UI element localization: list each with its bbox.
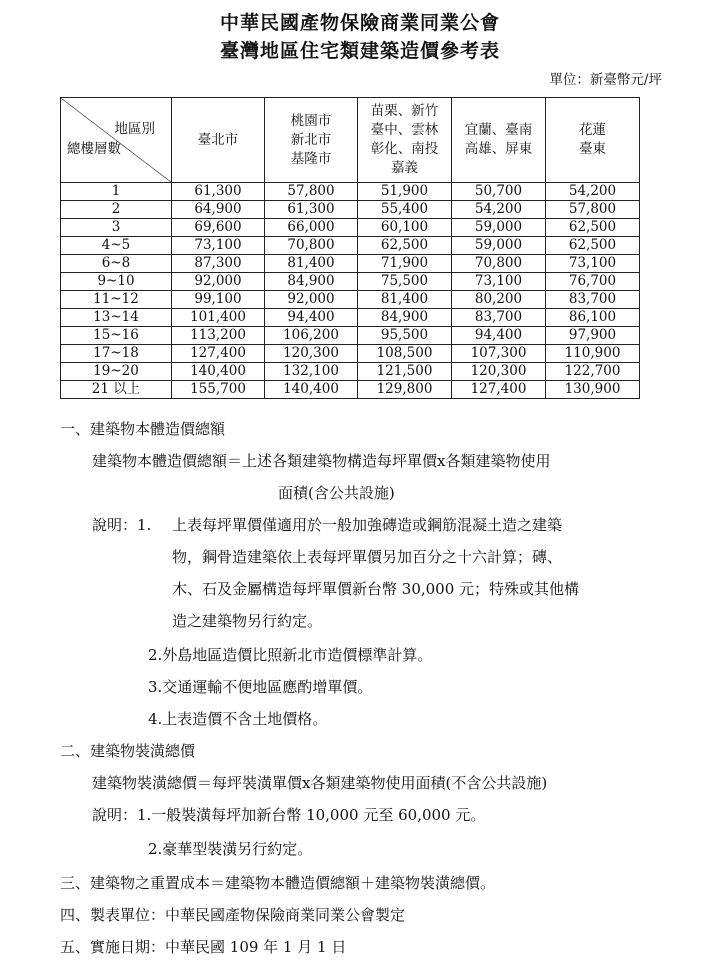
price-cell: 57,800 bbox=[265, 183, 358, 201]
price-cell: 51,900 bbox=[358, 183, 452, 201]
region-name: 彰化、南投 bbox=[370, 141, 439, 157]
table-row bbox=[61, 219, 640, 237]
price-cell: 99,100 bbox=[172, 291, 265, 309]
section-1-note1-line2: 物，鋼骨造建築依上表每坪單價另加百分之十六計算；磚、 bbox=[172, 548, 563, 566]
section-2-formula: 建築物裝潢總價＝每坪裝潢單價x各類建築物使用面積(不含公共設施) bbox=[92, 774, 548, 792]
price-cell: 55,400 bbox=[358, 201, 452, 219]
region-name: 桃園市 bbox=[290, 112, 332, 129]
price-cell: 140,400 bbox=[265, 381, 358, 399]
price-cell: 86,100 bbox=[546, 309, 640, 327]
price-cell: 94,400 bbox=[265, 309, 358, 327]
table-row bbox=[61, 363, 640, 381]
section-1-formula-line2: 面積(含公共設施) bbox=[278, 484, 395, 502]
region-name: 臺中、雲林 bbox=[370, 122, 439, 138]
table-row bbox=[61, 237, 640, 255]
floors-cell: 9~10 bbox=[61, 273, 172, 291]
price-cell: 73,100 bbox=[452, 273, 546, 291]
region-column-header bbox=[546, 98, 640, 183]
table-row bbox=[61, 309, 640, 327]
price-cell: 61,300 bbox=[172, 183, 265, 201]
section-1-note3: 3.交通運輸不便地區應酌增單價。 bbox=[148, 678, 373, 696]
corner-header-cell bbox=[61, 98, 172, 183]
floors-cell: 19~20 bbox=[61, 363, 172, 381]
price-cell: 110,900 bbox=[546, 345, 640, 363]
section-1-note1-line1: 上表每坪單價僅適用於一般加強磚造或鋼筋混凝土造之建築 bbox=[172, 516, 563, 534]
section-1-note1-line3: 木、石及金屬構造每坪單價新台幣 30,000 元；特殊或其他構 bbox=[172, 580, 580, 598]
table-header bbox=[61, 98, 640, 183]
region-column-header bbox=[358, 98, 452, 183]
price-cell: 120,300 bbox=[265, 345, 358, 363]
floors-cell: 21 以上 bbox=[61, 381, 172, 399]
price-cell: 84,900 bbox=[265, 273, 358, 291]
price-cell: 76,700 bbox=[546, 273, 640, 291]
table-row bbox=[61, 201, 640, 219]
price-cell: 84,900 bbox=[358, 309, 452, 327]
price-cell: 70,800 bbox=[265, 237, 358, 255]
table-row bbox=[61, 183, 640, 201]
floors-cell: 4~5 bbox=[61, 237, 172, 255]
price-cell: 62,500 bbox=[358, 237, 452, 255]
price-cell: 81,400 bbox=[265, 255, 358, 273]
table-body bbox=[61, 183, 640, 399]
price-cell: 80,200 bbox=[452, 291, 546, 309]
price-cell: 60,100 bbox=[358, 219, 452, 237]
price-cell: 73,100 bbox=[172, 237, 265, 255]
price-cell: 73,100 bbox=[546, 255, 640, 273]
price-cell: 54,200 bbox=[546, 183, 640, 201]
price-cell: 64,900 bbox=[172, 201, 265, 219]
price-cell: 69,600 bbox=[172, 219, 265, 237]
price-cell: 120,300 bbox=[452, 363, 546, 381]
price-cell: 113,200 bbox=[172, 327, 265, 345]
price-cell: 50,700 bbox=[452, 183, 546, 201]
price-cell: 92,000 bbox=[172, 273, 265, 291]
section-5: 五、實施日期：中華民國 109 年 1 月 1 日 bbox=[60, 938, 347, 956]
section-1-note2: 2.外島地區造價比照新北市造價標準計算。 bbox=[148, 646, 433, 664]
floors-cell: 15~16 bbox=[61, 327, 172, 345]
price-cell: 106,200 bbox=[265, 327, 358, 345]
price-cell: 83,700 bbox=[546, 291, 640, 309]
table-row bbox=[61, 327, 640, 345]
price-cell: 62,500 bbox=[546, 237, 640, 255]
floors-cell: 13~14 bbox=[61, 309, 172, 327]
table-row bbox=[61, 291, 640, 309]
price-cell: 101,400 bbox=[172, 309, 265, 327]
price-cell: 129,800 bbox=[358, 381, 452, 399]
price-cell: 62,500 bbox=[546, 219, 640, 237]
section-2-heading: 二、建築物裝潢總價 bbox=[60, 742, 196, 760]
section-1-note1-line4: 造之建築物另行約定。 bbox=[172, 612, 323, 630]
price-cell: 127,400 bbox=[172, 345, 265, 363]
price-cell: 155,700 bbox=[172, 381, 265, 399]
region-column-header bbox=[265, 98, 358, 183]
table-row bbox=[61, 273, 640, 291]
section-1-note4: 4.上表造價不含土地價格。 bbox=[148, 710, 328, 728]
price-cell: 132,100 bbox=[265, 363, 358, 381]
section-4: 四、製表單位：中華民國產物保險商業同業公會製定 bbox=[60, 906, 406, 924]
price-cell: 81,400 bbox=[358, 291, 452, 309]
price-cell: 71,900 bbox=[358, 255, 452, 273]
region-name: 嘉義 bbox=[391, 160, 418, 176]
floors-cell: 1 bbox=[61, 183, 172, 201]
price-cell: 140,400 bbox=[172, 363, 265, 381]
region-name: 基隆市 bbox=[290, 150, 332, 167]
table-row bbox=[61, 345, 640, 363]
price-cell: 92,000 bbox=[265, 291, 358, 309]
section-1-note1-prefix: 說明：1. bbox=[92, 516, 152, 534]
table-row bbox=[61, 255, 640, 273]
section-1-formula-line1: 建築物本體造價總額＝上述各類建築物構造每坪單價x各類建築物使用 bbox=[92, 452, 551, 470]
region-column-header bbox=[172, 98, 265, 183]
region-name: 花蓮 bbox=[579, 122, 606, 138]
table-title: 臺灣地區住宅類建築造價參考表 bbox=[219, 40, 500, 62]
floors-cell: 2 bbox=[61, 201, 172, 219]
region-name: 臺東 bbox=[579, 141, 606, 157]
floors-cell: 6~8 bbox=[61, 255, 172, 273]
price-cell: 95,500 bbox=[358, 327, 452, 345]
section-1-heading: 一、建築物本體造價總額 bbox=[60, 420, 226, 438]
table-row bbox=[61, 381, 640, 399]
floors-cell: 3 bbox=[61, 219, 172, 237]
price-cell: 122,700 bbox=[546, 363, 640, 381]
construction-cost-table bbox=[60, 97, 640, 399]
price-cell: 87,300 bbox=[172, 255, 265, 273]
document-title: 中華民國產物保險商業同業公會 bbox=[219, 12, 500, 34]
section-2-note1: 說明：1.一般裝潢每坪加新台幣 10,000 元至 60,000 元。 bbox=[92, 806, 486, 824]
price-cell: 121,500 bbox=[358, 363, 452, 381]
region-column-header bbox=[452, 98, 546, 183]
floors-axis-label: 總樓層數 bbox=[67, 141, 121, 157]
price-cell: 127,400 bbox=[452, 381, 546, 399]
floors-cell: 11~12 bbox=[61, 291, 172, 309]
price-cell: 97,900 bbox=[546, 327, 640, 345]
price-cell: 59,000 bbox=[452, 219, 546, 237]
region-name: 臺北市 bbox=[197, 131, 239, 148]
price-cell: 57,800 bbox=[546, 201, 640, 219]
region-name: 宜蘭、臺南 bbox=[464, 122, 533, 138]
price-cell: 66,000 bbox=[265, 219, 358, 237]
price-cell: 75,500 bbox=[358, 273, 452, 291]
price-cell: 108,500 bbox=[358, 345, 452, 363]
price-cell: 61,300 bbox=[265, 201, 358, 219]
price-cell: 94,400 bbox=[452, 327, 546, 345]
price-cell: 83,700 bbox=[452, 309, 546, 327]
price-cell: 59,000 bbox=[452, 237, 546, 255]
price-cell: 70,800 bbox=[452, 255, 546, 273]
region-name: 新北市 bbox=[290, 131, 332, 148]
price-cell: 107,300 bbox=[452, 345, 546, 363]
price-cell: 54,200 bbox=[452, 201, 546, 219]
region-name: 高雄、屏東 bbox=[464, 141, 533, 157]
section-3: 三、建築物之重置成本＝建築物本體造價總額＋建築物裝潢總價。 bbox=[60, 874, 496, 892]
unit-label: 單位：新臺幣元/坪 bbox=[549, 72, 662, 88]
region-axis-label: 地區別 bbox=[114, 121, 155, 137]
floors-cell: 17~18 bbox=[61, 345, 172, 363]
section-2-note2: 2.豪華型裝潢另行約定。 bbox=[148, 840, 313, 858]
region-name: 苗栗、新竹 bbox=[370, 103, 439, 119]
price-cell: 130,900 bbox=[546, 381, 640, 399]
